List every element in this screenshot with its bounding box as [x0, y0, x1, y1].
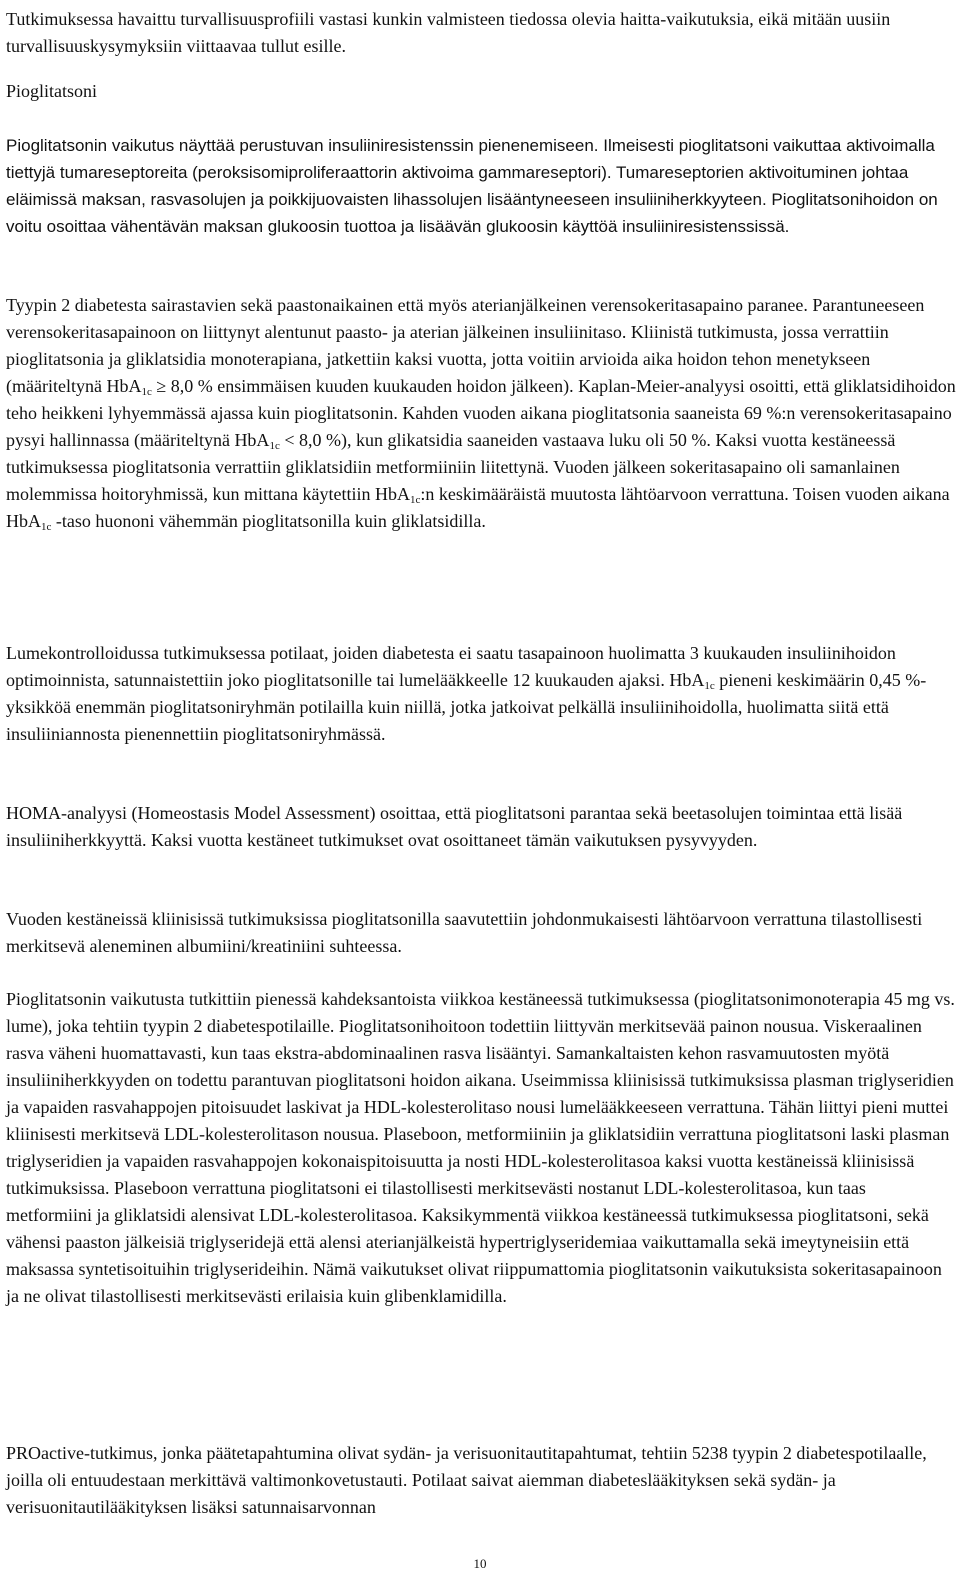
- hba1c-term: HbA$_{1c}$: [669, 670, 715, 692]
- text-run: Tyypin 2 diabetesta sairastavien sekä paastonaikainen että myös aterianjälkeinen verensokeritasapaino paranee. Parantuneeseen verensokeritasapainoon on liittynyt alentunut paasto- ja aterian jälkeinen insuliinitaso. Kliinistä tutkimusta, jossa verrattiin pioglitatsonia ja gliklatsidia monoterapiana, jatkettiin kaksi vuotta, jotta voitiin arvioida aika hoidon tehon menetykseen (määriteltynä: [6, 295, 925, 396]
- text-run: Lumekontrolloidussa tutkimuksessa potilaat, joiden diabetesta ei saatu tasapainoon huolimatta 3 kuukauden insuliinihoidon optimoinnista, satunnaistettiin joko pioglitatsonille tai lumelääkkeelle 12 kuukauden ajaksi.: [6, 643, 896, 690]
- homa-paragraph: HOMA-analyysi (Homeostasis Model Assessment) osoittaa, että pioglitatsoni parantaa sekä beetasolujen toimintaa että lisää insuliiniherkkyyttä. Kaksi vuotta kestäneet tutkimukset ovat osoittaneet tämän vaikutuksen pysyvyyden.: [6, 803, 903, 850]
- albumin-paragraph: Vuoden kestäneissä kliinisissä tutkimuksissa pioglitatsonilla saavutettiin johdonmukaisesti lähtöarvoon verrattuna tilastollisesti merkitsevä aleneminen albumiini/kreatiniini suhteessa.: [6, 909, 923, 956]
- hba1c-term: HbA$_{1c}$: [234, 430, 280, 452]
- proactive-paragraph: PROactive-tutkimus, jonka päätetapahtumina olivat sydän- ja verisuonitautitapahtumat, tehtiin 5238 tyypin 2 diabetespotilaalle, joilla oli entuudestaan merkittävä valtimonkovetustauti. Potilaat saivat aiemman diabeteslääkityksen sekä sydän- ja verisuonitautilääkityksen lisäksi satunnaisarvonnan: [6, 1443, 927, 1517]
- intro-paragraph: Tutkimuksessa havaittu turvallisuusprofiili vastasi kunkin valmisteen tiedossa olevia haitta-vaikutuksia, eikä mitään uusiin turvallisuuskysymyksiin viittaavaa tullut esille.: [6, 9, 891, 56]
- section-heading: Pioglitatsoni: [6, 81, 98, 101]
- hba1c-term: HbA$_{1c}$: [106, 376, 152, 398]
- text-run: :n keskimääräistä muutosta lähtöarvoon verrattuna. Toisen vuoden aikana: [420, 484, 950, 504]
- text-run: pieneni keskimäärin 0,45 %-yksikköä enemmän pioglitatsoniryhmän potilailla kuin niillä, jotka jatkoivat pelkällä insuliinihoidolla, huolimatta siitä että insuliiniannosta pienennettiin pioglitatsoniryhmässä.: [6, 670, 927, 744]
- lipid-paragraph: Pioglitatsonin vaikutusta tutkittiin pienessä kahdeksantoista viikkoa kestäneessä tutkimuksessa (pioglitatsonimonoterapia 45 mg vs. lume), joka tehtiin tyypin 2 diabetespotilaille. Pioglitatsonihoitoon todettiin liittyvän merkitsevää painon nousua. Viskeraalinen rasva väheni huomattavasti, kun taas ekstra-abdominaalinen rasva lisääntyi. Samankaltaisten kehon rasvamuutosten myötä insuliiniherkkyyden on todettu parantuvan pioglitatsoni hoidon aikana. Useimmissa kliinisissä tutkimuksissa plasman triglyseridien ja vapaiden rasvahappojen pitoisuudet laskivat ja HDL-kolesterolitaso nousi lumelääkkeeseen verrattuna. Tähän liittyi pieni muttei kliinisesti merkitsevä LDL-kolesterolitason nousua. Plaseboon, metformiiniin ja gliklatsidiin verrattuna pioglitatsoni laski plasman triglyseridien ja vapaiden rasvahappojen kokonaispitoisuutta ja nosti HDL-kolesterolitasoa kaksi vuotta kestäneissä kliinisissä tutkimuksissa. Plaseboon verrattuna pioglitatsoni ei tilastollisesti merkitsevästi nostanut LDL-kolesterolitasoa, kun taas metformiini ja gliklatsidi alensivat LDL-kolesterolitasoa. Kaksikymmentä viikkoa kestäneessä tutkimuksessa pioglitatsoni, sekä vähensi paaston jälkeisiä triglyseridejä että alensi aterianjälkeistä hypertriglyseridemiaa vaikuttamalla sekä imeytyneisiin että maksassa syntetisoituihin triglyserideihin. Nämä vaikutukset olivat riippumattomia pioglitatsonin vaikutuksista sokeritasapainoon ja ne olivat tilastollisesti merkitsevästi erilaisia kuin glibenklamidilla.: [6, 989, 955, 1306]
- text-run: -taso huononi vähemmän pioglitatsonilla kuin gliklatsidilla.: [51, 511, 486, 531]
- glycemic-control-paragraph: [6, 292, 956, 535]
- text-run: ≥ 8,0 % ensimmäisen kuuden kuukauden hoidon jälkeen). Kaplan-Meier-analyysi osoitti, että gliklatsidihoidon teho heikkeni lyhyemmässä ajassa kuin pioglitatsonin. Kahden vuoden aikana pioglitatsonia saaneista 69 %:n verensokeritasapaino pysyi hallinnassa (määriteltynä: [6, 376, 956, 450]
- hba1c-term: HbA$_{1c}$: [6, 511, 52, 533]
- hba1c-term: HbA$_{1c}$: [374, 484, 421, 506]
- page-number: 10: [473, 1556, 487, 1571]
- mechanism-paragraph: [6, 132, 956, 240]
- insulin-study-paragraph: [6, 640, 956, 748]
- mechanism-text: Pioglitatsonin vaikutus näyttää perustuvan insuliiniresistenssin pienenemiseen. Ilmeisesti pioglitatsoni vaikuttaa aktivoimalla tiettyjä tumareseptoreita (peroksisomiproliferaattorin aktivoima gammareseptori). Tumareseptorien aktivoituminen johtaa eläimissä maksan, rasvasolujen ja poikkijuovaisten lihassolujen lisääntyneeseen insuliiniherkkyyteen. Pioglitatsonihoidon on voitu osoittaa vähentävän maksan glukoosin tuottoa ja lisäävän glukoosin käyttöä insuliiniresistenssissä.: [6, 136, 938, 236]
- text-run: < 8,0 %), kun glikatsidia saaneiden vastaava luku oli 50 %. Kaksi vuotta kestäneessä tutkimuksessa pioglitatsonia verrattiin gliklatsidiin metformiiniin liitettynä. Vuoden jälkeen sokeritasapaino oli samanlainen molemmissa hoitoryhmissä, kun mittana käytettiin: [6, 430, 900, 504]
